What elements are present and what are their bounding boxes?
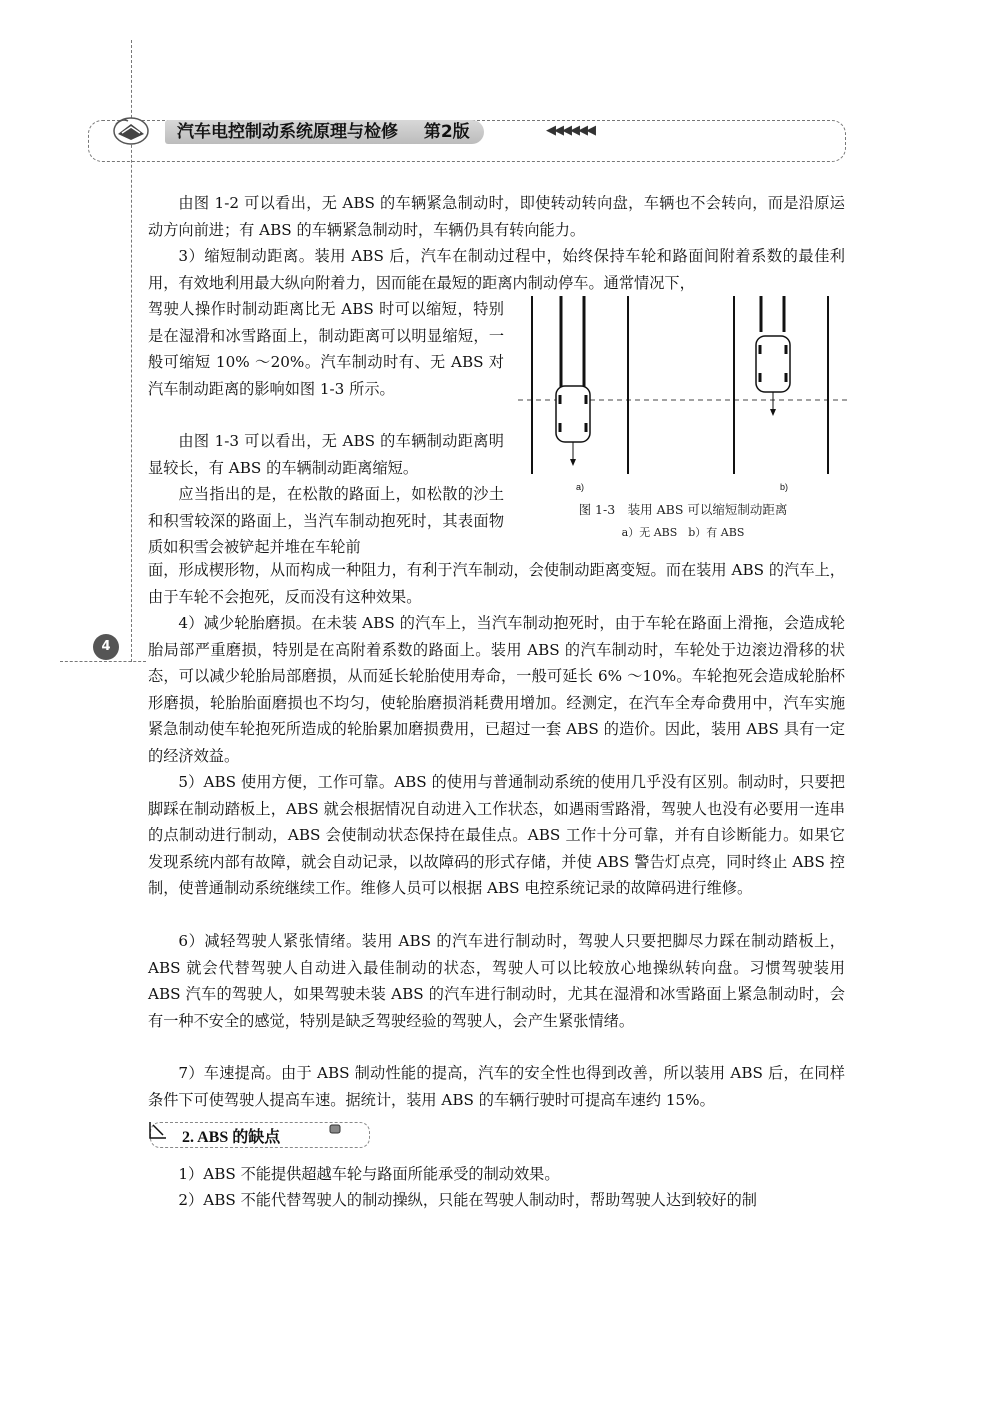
paragraph-12: 2）ABS 不能代替驾驶人的制动操纵，只能在驾驶人制动时，帮助驾驶人达到较好的制 bbox=[178, 1191, 757, 1209]
figure-braking-distance bbox=[518, 296, 848, 492]
figure-subcaption: a）无 ABS b）有 ABS bbox=[621, 526, 745, 539]
paragraph-6: 面，形成楔形物，从而构成一种阻力，有利于汽车制动，会使制动距离变短。而在装用 ABS 的汽车上，由于车轮不会抱死，反而没有这种效果。 bbox=[148, 561, 845, 606]
page-number-line bbox=[60, 661, 146, 662]
header-arrows-icon: ◀◀◀◀◀◀ bbox=[546, 123, 594, 138]
paragraph-3: 驾驶人操作时制动距离比无 ABS 时可以缩短，特别是在湿滑和冰雪路面上，制动距离可以明显缩短，一般可缩短 10% ～20%。汽车制动时有、无 ABS 对汽车制动距离的影响如图 1-3 所示。 bbox=[148, 300, 504, 398]
section-title: 2. ABS 的缺点 bbox=[182, 1129, 281, 1146]
paragraph-9: 6）减轻驾驶人紧张情绪。装用 ABS 的汽车进行制动时，驾驶人只要把脚尽力踩在制动踏板上，ABS 就会代替驾驶人自动进入最佳制动的状态，驾驶人可以比较放心地操纵转向盘。习惯驾驶装用 ABS 汽车的驾驶人，如果驾驶未装 ABS 的汽车进行制动时，尤其在湿滑和冰雪路面上紧急制动时，会有一种不安全的感觉，特别是缺乏驾驶经验的驾驶人，会产生紧张情绪。 bbox=[148, 932, 845, 1030]
section-corner-arrow-icon bbox=[148, 1120, 168, 1140]
figure-caption: 图 1-3 装用 ABS 可以缩短制动距离 bbox=[578, 502, 788, 517]
car-b-icon bbox=[756, 336, 790, 392]
paragraph-1: 由图 1-2 可以看出，无 ABS 的车辆紧急制动时，即使转动转向盘，车辆也不会转向，而是沿原运动方向前进；有 ABS 的车辆紧急制动时，车辆仍具有转向能力。 bbox=[148, 194, 845, 239]
label-a: a) bbox=[576, 482, 585, 492]
paragraph-11: 1）ABS 不能提供超越车轮与路面所能承受的制动效果。 bbox=[178, 1165, 560, 1183]
book-title-tab bbox=[165, 120, 484, 144]
car-a-icon bbox=[556, 386, 590, 442]
label-b: b) bbox=[780, 482, 789, 492]
page-number: 4 bbox=[93, 634, 119, 660]
paragraph-8: 5）ABS 使用方便，工作可靠。ABS 的使用与普通制动系统的使用几乎没有区别。制动时，只要把脚踩在制动踏板上，ABS 就会根据情况自动进入工作状态，如遇雨雪路滑，驾驶人也没有必要用一连串的点制动进行制动，ABS 会使制动状态保持在最佳点。ABS 工作十分可靠，并有自诊断能力。如果它发现系统内部有故障，就会自动记录，以故障码的形式存储，并使 ABS 警告灯点亮，同时终止 ABS 控制，使普通制动系统继续工作。维修人员可以根据 ABS 电控系统记录的故障码进行维修。 bbox=[148, 773, 845, 898]
book-logo-icon bbox=[112, 114, 150, 146]
paragraph-4: 由图 1-3 可以看出，无 ABS 的车辆制动距离明显较长，有 ABS 的车辆制动距离缩短。 bbox=[148, 432, 504, 477]
paragraph-10: 7）车速提高。由于 ABS 制动性能的提高，汽车的安全性也得到改善，所以装用 ABS 后，在同样条件下可使驾驶人提高车速。据统计，装用 ABS 的车辆行驶时可提高车速约 15%。 bbox=[148, 1064, 845, 1109]
book-title: 汽车电控制动系统原理与检修 bbox=[177, 122, 398, 142]
paragraph-5: 应当指出的是，在松散的路面上，如松散的沙土和积雪较深的路面上，当汽车制动抱死时，其表面物质如积雪会被铲起并堆在车轮前 bbox=[148, 485, 504, 557]
book-edition: 第2版 bbox=[423, 122, 470, 142]
section-deco-icon bbox=[329, 1124, 341, 1134]
paragraph-7: 4）减少轮胎磨损。在未装 ABS 的汽车上，当汽车制动抱死时，由于车轮在路面上滑拖，会造成轮胎局部严重磨损，特别是在高附着系数的路面上。装用 ABS 的汽车制动时，车轮处于边滚边滑移的状态，可以减少轮胎局部磨损，从而延长轮胎使用寿命，一般可延长 6% ～10%。车轮抱死会造成轮胎杯形磨损，轮胎胎面磨损也不均匀，使轮胎磨损消耗费用增加。经测定，在汽车全寿命费用中，汽车实施紧急制动使车轮抱死所造成的轮胎累加磨损费用，已超过一套 ABS 的造价。因此，装用 ABS 具有一定的经济效益。 bbox=[148, 614, 845, 765]
paragraph-2: 3）缩短制动距离。装用 ABS 后，汽车在制动过程中，始终保持车轮和路面间附着系数的最佳利用，有效地利用最大纵向附着力，因而能在最短的距离内制动停车。通常情况下， bbox=[148, 247, 845, 292]
